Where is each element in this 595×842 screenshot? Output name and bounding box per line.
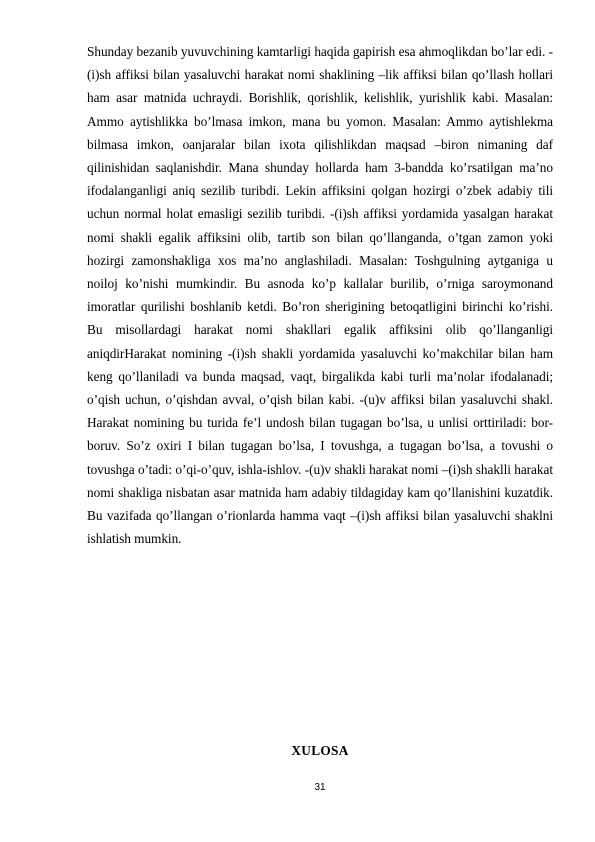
page-number: 31	[314, 782, 326, 793]
body-paragraph: Shunday bezanib yuvuvchining kamtarligi haqida gapirish esa ahmoqlikdan bo’lar edi. -(i)sh affiksi bilan yasaluvchi harakat nomi shaklining –lik affiksi bilan qo’llash hollari ham asar matnida uchraydi. Borishlik, qorishlik, kelishlik, yurishlik kabi. Masalan: Ammo aytishlikka bo’lmasa imkon, mana bu yomon. Masalan: Ammo aytishlekma bilmasa imkon, oanjaralar bilan ixota qilishlikdan maqsad –biron nimaning daf qilinishidan saqlanishdir. Mana shunday hollarda ham 3-bandda ko’rsatilgan ma’no ifodalanganligi aniq sezilib turibdi. Lekin affiksini qolgan hozirgi o’zbek adabiy tili uchun normal holat emasligi sezilib turibdi. -(i)sh affiksi yordamida yasalgan harakat nomi shakli egalik affiksini olib, tartib son bilan qo’llanganda, o’tgan zamon yoki hozirgi zamonshakliga xos ma’no anglashiladi. Masalan: Toshgulning aytganiga u noiloj ko’nishi mumkindir. Bu asnoda ko’p kallalar burilib, o’rniga saroymonand imoratlar qurilishi boshlanib ketdi. Bo’ron sherigining betoqatligini birinchi ko’rishi. Bu misollardagi harakat nomi shakllari egalik affiksini olib qo’llanganligi aniqdirHarakat nomining -(i)sh shakli yordamida yasaluvchi ko’makchilar bilan ham keng qo’llaniladi va bunda maqsad, vaqt, birgalikda kabi turli ma’nolar ifodalanadi; o’qish uchun, o’qishdan avval, o’qish bilan kabi. -(u)v affiksi bilan yasaluvchi shakl. Harakat nomining bu turida fe’l undosh bilan tugagan bo’lsa, u unlisi orttiriladi: bor-boruv. So’z oxiri I bilan tugagan bo’lsa, I tovushga, a tugagan bo’lsa, a tovushi o tovushga o’tadi: o’qi-o’quv, ishla-ishlov. -(u)v shakli harakat nomi –(i)sh shaklli harakat nomi shakliga nisbatan asar matnida ham adabiy tildagiday kam qo’llanishini kuzatdik. Bu vazifada qo’llangan o’rionlarda hamma vaqt –(i)sh affiksi bilan yasaluvchi shaklni ishlatish mumkin.	[87, 44, 553, 547]
section-heading: XULOSA	[291, 743, 349, 758]
